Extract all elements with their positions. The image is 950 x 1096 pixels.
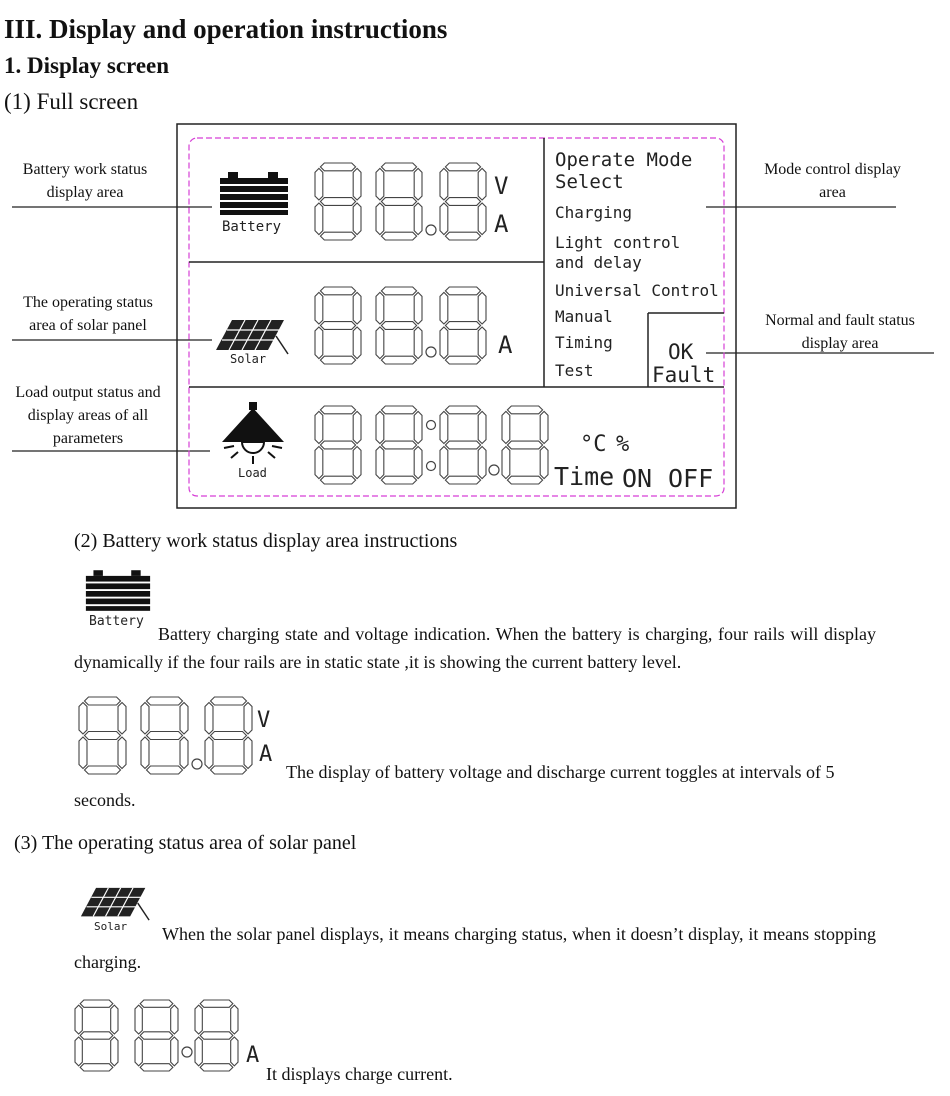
section3-para1: When the solar panel displays, it means charging status, when it doesn’t display, it means stopping charging. [74,924,876,972]
load-decimal-point [489,465,499,475]
battery-icon-label: Battery [222,219,282,235]
callout-fault-area: Normal and fault status display area [765,312,915,352]
section3-digit-2 [135,1000,178,1071]
load-digit-1 [315,406,361,484]
callout-battery-area: Battery work status display area [22,161,148,201]
section2-para2: The display of battery voltage and discharge current toggles at intervals of 5 seconds. [74,762,835,810]
section2-para1: Battery charging state and voltage indication. When the battery is charging, four rails will display dynamically if the four rails are in static state ,it is showing the current battery level. [74,624,876,672]
unit-v: V [494,172,509,200]
section3-digit-1 [75,1000,118,1071]
mode-manual: Manual [555,307,613,326]
unit-a-small: A [259,742,273,767]
section-heading: 1. Display screen [4,53,170,78]
off-label: OFF [668,464,714,493]
page-heading: III. Display and operation instructions [4,14,448,44]
unit-percent: % [616,432,630,457]
full-screen-heading: (1) Full screen [4,89,139,114]
mode-title-1: Operate Mode [555,149,693,171]
solar-panel-icon-small [78,886,152,922]
section3-decimal-point [182,1047,192,1057]
battery-digit-2 [376,163,422,240]
battery-digit-1 [315,163,361,240]
unit-a: A [494,210,509,238]
mode-timing: Timing [555,333,613,352]
battery-icon-label-small: Battery [89,614,144,629]
section3-title: (3) The operating status area of solar panel [14,832,357,854]
load-digit-2 [376,406,422,484]
solar-digit-3 [440,287,486,364]
battery-digit-3 [440,163,486,240]
unit-a-solar: A [498,331,513,359]
section3-digit-3 [195,1000,238,1071]
callout-load-area: Load output status and display areas of all parameters [15,384,161,447]
solar-icon-label-small: Solar [94,920,128,933]
time-label: Time [554,462,615,491]
section2-title: (2) Battery work status display area instructions [74,530,458,552]
callout-solar-area: The operating status area of solar panel [23,294,153,334]
mode-light-2: and delay [555,253,642,272]
section3-para2: It displays charge current. [266,1064,453,1084]
solar-digit-2 [376,287,422,364]
load-icon-label: Load [238,466,267,480]
unit-celsius: °C [580,432,607,457]
mode-charging: Charging [555,203,633,222]
load-digit-4 [502,406,548,484]
mode-universal: Universal Control [555,281,719,300]
solar-decimal-point [426,347,436,357]
callout-mode-area: Mode control display area [764,161,901,201]
unit-v-small: V [257,708,271,733]
mode-title-2: Select [555,171,624,193]
on-label: ON [622,464,653,493]
unit-a-section3: A [246,1043,260,1068]
load-colon-bottom [427,462,436,471]
status-ok: OK [668,340,694,364]
load-colon-top [427,421,436,430]
mode-light-1: Light control [555,233,681,252]
mode-test: Test [555,361,594,380]
load-digit-3 [440,406,486,484]
battery-icon-small [84,568,152,614]
solar-icon-label: Solar [230,352,267,366]
status-fault: Fault [652,363,716,387]
battery-decimal-point [426,225,436,235]
solar-digit-1 [315,287,361,364]
